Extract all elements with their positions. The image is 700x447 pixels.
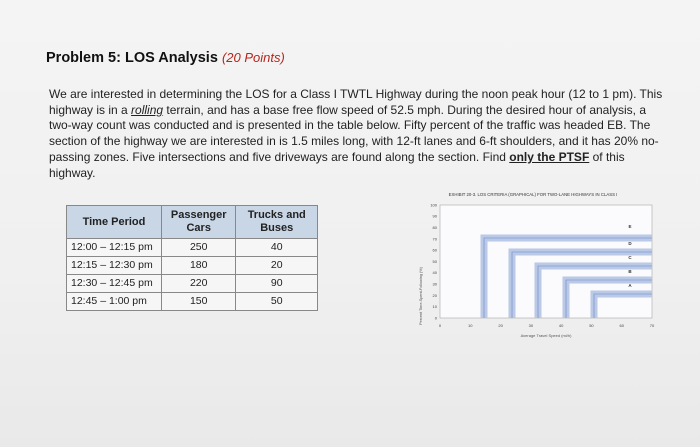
cell-period: 12:15 – 12:30 pm [67,257,162,275]
header-time-period: Time Period [67,206,162,239]
statement-part-3: of this highway. [49,149,625,180]
cell-trucks: 40 [236,239,318,257]
cell-trucks: 50 [236,293,318,311]
statement-part-1: We are interested in determining the LOS for a Class I TWTL Highway during the noon peak hour (12 to 1 pm). This highway is in a [49,87,663,117]
statement-rolling: rolling [131,102,164,117]
y-tick-label: 80 [432,225,437,230]
y-tick-label: 50 [432,258,437,264]
traffic-count-table [66,205,318,311]
table-row [67,239,318,257]
y-tick-label: 90 [432,213,437,219]
los-exhibit-chart [418,188,658,343]
los-label: B [628,269,632,274]
los-label: A [628,283,632,288]
table-row [67,293,318,311]
x-tick-label: 70 [649,323,655,328]
los-label: E [628,224,632,229]
x-tick-label: 60 [619,323,624,328]
problem-statement [49,87,664,181]
x-tick-label: 10 [468,323,473,328]
y-tick-label: 0 [434,315,437,321]
cell-period: 12:30 – 12:45 pm [67,275,162,293]
x-tick-label: 0 [438,323,442,328]
table-header-row [67,206,318,239]
y-tick-labels [430,202,437,320]
los-label: C [628,255,632,260]
problem-title [46,50,285,66]
x-tick-label: 20 [498,323,503,328]
table-row [67,257,318,275]
y-tick-label: 10 [432,304,437,310]
x-tick-label: 30 [528,323,534,328]
cell-cars: 220 [161,275,235,293]
cell-period: 12:00 – 12:15 pm [67,239,162,257]
cell-cars: 150 [161,293,235,311]
plot-area [440,205,652,318]
los-label: D [628,241,632,246]
x-tick-label: 40 [558,323,564,328]
statement-only-ptsf: only the PTSF [509,149,590,164]
y-tick-label: 30 [432,281,437,287]
problem-points: (20 Points) [221,50,285,65]
y-tick-label: 20 [432,292,437,298]
exhibit-y-label: Percent Time-Spent-Following (%) [419,267,423,325]
exhibit-x-label: Average Travel Speed (mi/h) [520,333,572,338]
x-tick-label: 50 [589,323,594,328]
y-tick-label: 100 [430,202,437,208]
statement-part-2: terrain, and has a base free flow speed of 52.5 mph. During the desired hour of analysis, a two-way count was conducted and is presented in the table below. Fifty percent of the traffic was headed EB. The section of the highway we are interested in is 1.5 miles long, with 12-ft lanes and 6-ft shoulders, and it has 20% no-passing zones. Five intersections and five driveways are found along the section. Find [49,102,659,164]
header-trucks-buses: Trucks and Buses [236,206,318,239]
cell-period: 12:45 – 1:00 pm [67,293,162,311]
cell-trucks: 90 [236,275,318,293]
cell-cars: 250 [161,239,235,257]
y-tick-label: 60 [432,247,437,253]
exhibit-caption: EXHIBIT 20-3. LOS CRITERIA (GRAPHICAL) FOR TWO-LANE HIGHWAYS IN CLASS I [448,192,618,197]
header-passenger-cars: Passenger Cars [161,206,235,239]
cell-cars: 180 [161,257,235,275]
cell-trucks: 20 [236,257,318,275]
y-tick-label: 70 [432,236,437,242]
problem-title-text: Problem 5: LOS Analysis [46,50,218,66]
los-exhibit-svg [418,188,658,343]
y-tick-label: 40 [432,270,437,276]
x-tick-labels [439,323,655,328]
table-row [67,275,318,293]
